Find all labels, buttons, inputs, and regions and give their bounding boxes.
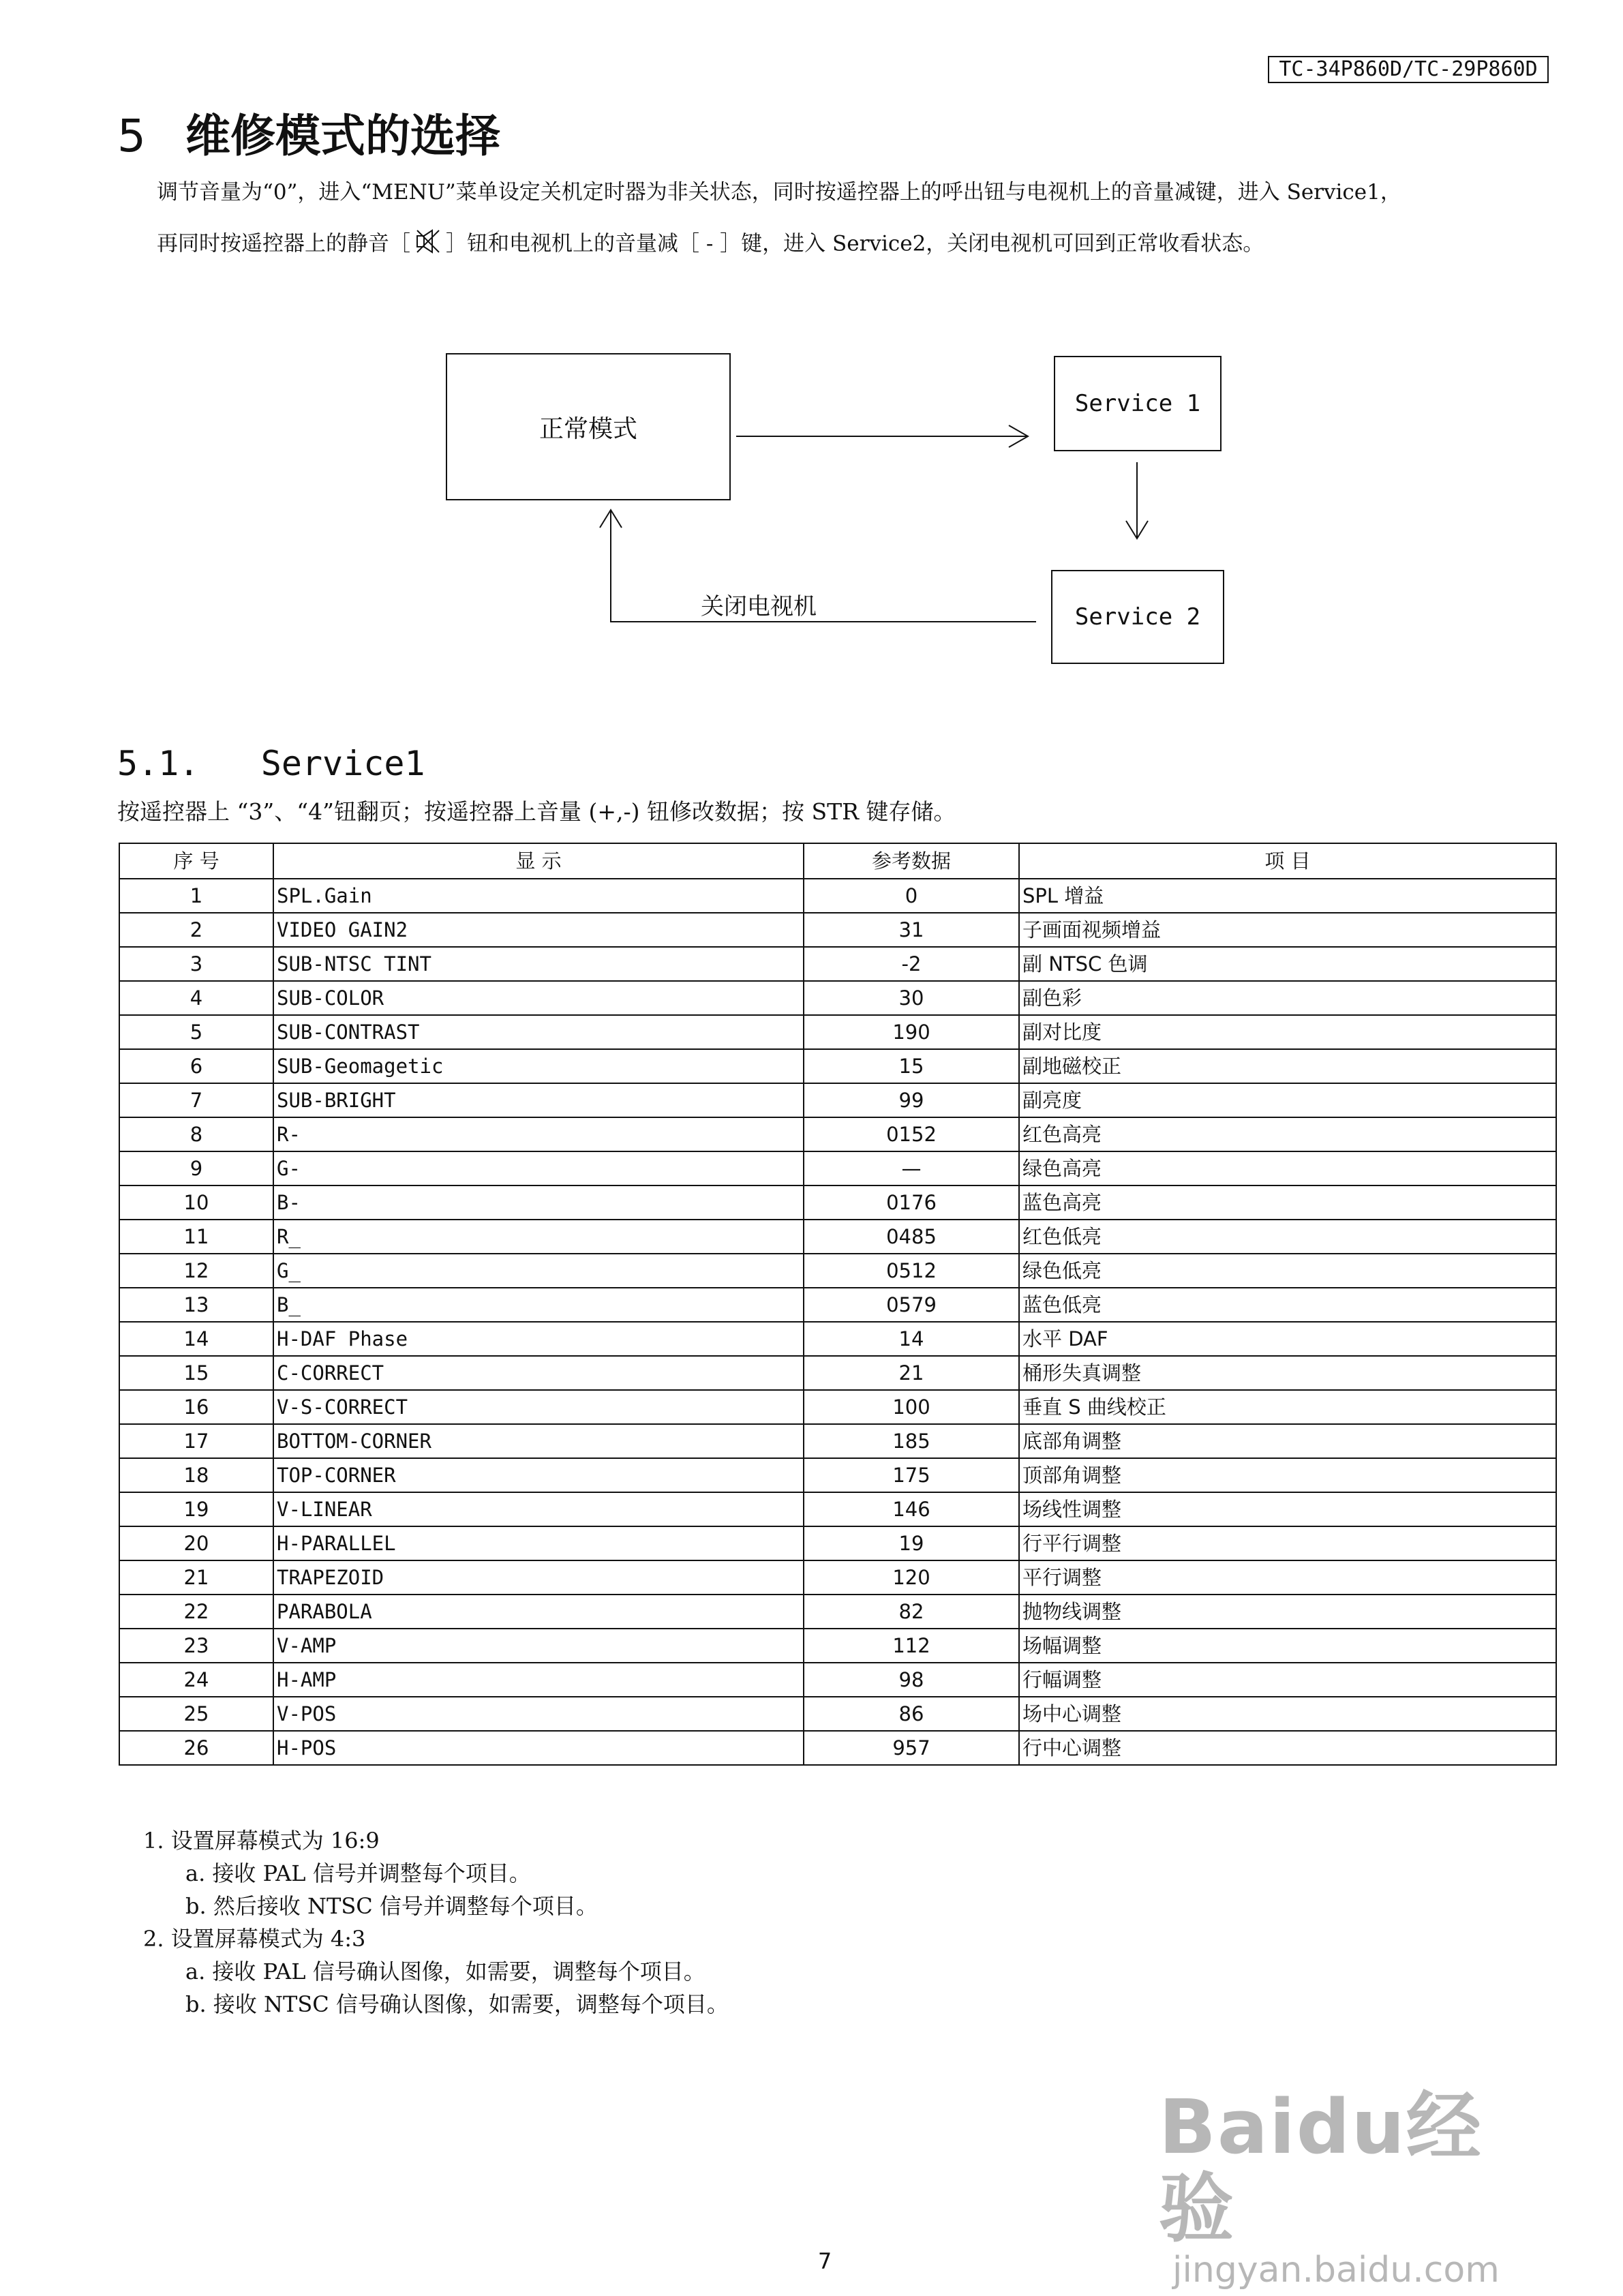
row-item: SPL 增益	[1019, 879, 1556, 913]
row-reference-value: 112	[804, 1629, 1019, 1663]
normal-mode-box	[446, 353, 731, 500]
model-number: TC-34P860D/TC-29P860D	[1279, 57, 1538, 81]
service2-box	[1051, 570, 1224, 664]
row-reference-value: 120	[804, 1560, 1019, 1595]
table-row	[119, 1697, 1556, 1731]
row-number: 18	[119, 1458, 273, 1492]
row-item: 场线性调整	[1019, 1492, 1556, 1526]
table-row	[119, 1595, 1556, 1629]
row-number: 9	[119, 1151, 273, 1185]
table-row	[119, 1629, 1556, 1663]
row-number: 11	[119, 1220, 273, 1254]
note-1b: b. 然后接收 NTSC 信号并调整每个项目。	[185, 1893, 598, 1919]
row-display: BOTTOM-CORNER	[273, 1424, 804, 1458]
table-row	[119, 1220, 1556, 1254]
subsection-instruction: 按遥控器上 “3”、“4”钮翻页；按遥控器上音量 (+,-) 钮修改数据；按 STR 键存储。	[117, 798, 956, 825]
service1-parameter-table	[119, 843, 1557, 1766]
row-item: 副 NTSC 色调	[1019, 947, 1556, 981]
row-display: TOP-CORNER	[273, 1458, 804, 1492]
row-item: 顶部角调整	[1019, 1458, 1556, 1492]
row-reference-value: 185	[804, 1424, 1019, 1458]
row-reference-value: 0	[804, 879, 1019, 913]
row-item: 垂直 S 曲线校正	[1019, 1390, 1556, 1424]
row-item: 桶形失真调整	[1019, 1356, 1556, 1390]
row-display: PARABOLA	[273, 1595, 804, 1629]
row-number: 7	[119, 1083, 273, 1117]
row-display: C-CORRECT	[273, 1356, 804, 1390]
row-reference-value: -2	[804, 947, 1019, 981]
row-item: 行幅调整	[1019, 1663, 1556, 1697]
row-reference-value: 175	[804, 1458, 1019, 1492]
row-number: 6	[119, 1049, 273, 1083]
row-item: 行中心调整	[1019, 1731, 1556, 1765]
row-display: R-	[273, 1117, 804, 1151]
row-item: 副对比度	[1019, 1015, 1556, 1049]
row-reference-value: 15	[804, 1049, 1019, 1083]
table-body	[119, 879, 1556, 1765]
row-number: 15	[119, 1356, 273, 1390]
row-number: 19	[119, 1492, 273, 1526]
watermark-url: jingyan.baidu.com	[1172, 2250, 1500, 2291]
note-2a: a. 接收 PAL 信号确认图像，如需要，调整每个项目。	[185, 1959, 706, 1984]
normal-mode-label: 正常模式	[539, 414, 637, 443]
mode-flow-diagram	[0, 0, 1623, 682]
table-row	[119, 1356, 1556, 1390]
table-row	[119, 1254, 1556, 1288]
row-number: 16	[119, 1390, 273, 1424]
row-item: 场幅调整	[1019, 1629, 1556, 1663]
row-reference-value: 0152	[804, 1117, 1019, 1151]
row-display: H-PARALLEL	[273, 1526, 804, 1560]
row-item: 行平行调整	[1019, 1526, 1556, 1560]
table-row	[119, 1526, 1556, 1560]
row-item: 底部角调整	[1019, 1424, 1556, 1458]
row-reference-value: 0176	[804, 1185, 1019, 1220]
row-display: VIDEO GAIN2	[273, 913, 804, 947]
row-display: G-	[273, 1151, 804, 1185]
row-reference-value: 190	[804, 1015, 1019, 1049]
row-reference-value: 82	[804, 1595, 1019, 1629]
row-display: G_	[273, 1254, 804, 1288]
table-row	[119, 1015, 1556, 1049]
table-row	[119, 1731, 1556, 1765]
power-off-label: 关闭电视机	[701, 593, 817, 620]
row-number: 4	[119, 981, 273, 1015]
row-reference-value: 21	[804, 1356, 1019, 1390]
table-row	[119, 981, 1556, 1015]
section-number: 5	[117, 110, 146, 162]
row-display: SUB-NTSC TINT	[273, 947, 804, 981]
row-display: B_	[273, 1288, 804, 1322]
row-item: 抛物线调整	[1019, 1595, 1556, 1629]
table-row	[119, 1322, 1556, 1356]
intro-paragraph-line-1: 调节音量为“0”，进入“MENU”菜单设定关机定时器为非关状态，同时按遥控器上的呼出钮与电视机上的音量减键，进入 Service1，	[157, 180, 1401, 205]
table-row	[119, 879, 1556, 913]
row-display: SUB-BRIGHT	[273, 1083, 804, 1117]
header-display: 显 示	[273, 843, 804, 879]
row-number: 10	[119, 1185, 273, 1220]
row-reference-value: 86	[804, 1697, 1019, 1731]
row-reference-value: 30	[804, 981, 1019, 1015]
table-row	[119, 1492, 1556, 1526]
subsection-number: 5.1.	[117, 744, 200, 783]
row-item: 副色彩	[1019, 981, 1556, 1015]
row-number: 5	[119, 1015, 273, 1049]
row-reference-value: 957	[804, 1731, 1019, 1765]
table-row	[119, 1424, 1556, 1458]
row-number: 20	[119, 1526, 273, 1560]
baidu-watermark	[1159, 2083, 1541, 2291]
row-item: 平行调整	[1019, 1560, 1556, 1595]
row-number: 25	[119, 1697, 273, 1731]
note-2b: b. 接收 NTSC 信号确认图像，如需要，调整每个项目。	[185, 1991, 729, 2017]
row-number: 23	[119, 1629, 273, 1663]
row-display: SUB-CONTRAST	[273, 1015, 804, 1049]
row-item: 副地磁校正	[1019, 1049, 1556, 1083]
note-1a: a. 接收 PAL 信号并调整每个项目。	[185, 1860, 531, 1886]
row-item: 绿色低亮	[1019, 1254, 1556, 1288]
row-reference-value: 146	[804, 1492, 1019, 1526]
row-item: 水平 DAF	[1019, 1322, 1556, 1356]
table-row	[119, 1390, 1556, 1424]
row-display: SUB-Geomagetic	[273, 1049, 804, 1083]
row-number: 8	[119, 1117, 273, 1151]
row-display: TRAPEZOID	[273, 1560, 804, 1595]
table-row	[119, 1049, 1556, 1083]
table-row	[119, 947, 1556, 981]
row-reference-value: 0579	[804, 1288, 1019, 1322]
section-title: 维修模式的选择	[185, 110, 500, 162]
intro-line-2-start: 再同时按遥控器上的静音［	[157, 231, 410, 256]
table-row	[119, 1458, 1556, 1492]
row-number: 14	[119, 1322, 273, 1356]
row-number: 24	[119, 1663, 273, 1697]
table-row	[119, 1083, 1556, 1117]
row-display: V-POS	[273, 1697, 804, 1731]
row-display: H-DAF Phase	[273, 1322, 804, 1356]
row-item: 绿色高亮	[1019, 1151, 1556, 1185]
header-item: 项 目	[1019, 843, 1556, 879]
header-reference-value: 参考数据	[804, 843, 1019, 879]
table-row	[119, 1663, 1556, 1697]
row-display: B-	[273, 1185, 804, 1220]
table-row	[119, 913, 1556, 947]
subsection-title: Service1	[260, 744, 425, 783]
row-reference-value: 0485	[804, 1220, 1019, 1254]
service1-box	[1054, 356, 1222, 451]
row-display: H-POS	[273, 1731, 804, 1765]
row-reference-value: —	[804, 1151, 1019, 1185]
row-item: 蓝色低亮	[1019, 1288, 1556, 1322]
row-item: 场中心调整	[1019, 1697, 1556, 1731]
row-display: H-AMP	[273, 1663, 804, 1697]
service1-label: Service 1	[1074, 390, 1201, 417]
row-reference-value: 100	[804, 1390, 1019, 1424]
subsection-heading	[117, 743, 425, 784]
row-reference-value: 14	[804, 1322, 1019, 1356]
table-header-row	[119, 843, 1556, 879]
row-number: 22	[119, 1595, 273, 1629]
row-item: 红色高亮	[1019, 1117, 1556, 1151]
row-number: 1	[119, 879, 273, 913]
row-display: V-LINEAR	[273, 1492, 804, 1526]
row-number: 21	[119, 1560, 273, 1595]
table-row	[119, 1288, 1556, 1322]
table-row	[119, 1151, 1556, 1185]
row-reference-value: 31	[804, 913, 1019, 947]
row-number: 17	[119, 1424, 273, 1458]
table-row	[119, 1560, 1556, 1595]
row-reference-value: 98	[804, 1663, 1019, 1697]
row-reference-value: 99	[804, 1083, 1019, 1117]
watermark-logo: Baidu经验	[1159, 2083, 1483, 2252]
row-number: 12	[119, 1254, 273, 1288]
table-row	[119, 1185, 1556, 1220]
arrow-service2-to-normal	[611, 510, 1036, 622]
row-number: 13	[119, 1288, 273, 1322]
service2-label: Service 2	[1074, 603, 1201, 631]
page-number: 7	[817, 2248, 832, 2274]
row-reference-value: 19	[804, 1526, 1019, 1560]
row-display: R_	[273, 1220, 804, 1254]
note-1: 1. 设置屏幕模式为 16:9	[143, 1828, 380, 1854]
row-display: SUB-COLOR	[273, 981, 804, 1015]
intro-line-2-end: ］钮和电视机上的音量减［ - ］键，进入 Service2，关闭电视机可回到正常收看状态。	[446, 231, 1264, 256]
header-number: 序 号	[119, 843, 273, 879]
row-number: 26	[119, 1731, 273, 1765]
row-display: V-AMP	[273, 1629, 804, 1663]
row-item: 红色低亮	[1019, 1220, 1556, 1254]
row-display: V-S-CORRECT	[273, 1390, 804, 1424]
note-2: 2. 设置屏幕模式为 4:3	[143, 1926, 366, 1952]
row-number: 3	[119, 947, 273, 981]
row-reference-value: 0512	[804, 1254, 1019, 1288]
row-item: 副亮度	[1019, 1083, 1556, 1117]
row-item: 子画面视频增益	[1019, 913, 1556, 947]
table-row	[119, 1117, 1556, 1151]
row-item: 蓝色高亮	[1019, 1185, 1556, 1220]
row-number: 2	[119, 913, 273, 947]
row-display: SPL.Gain	[273, 879, 804, 913]
